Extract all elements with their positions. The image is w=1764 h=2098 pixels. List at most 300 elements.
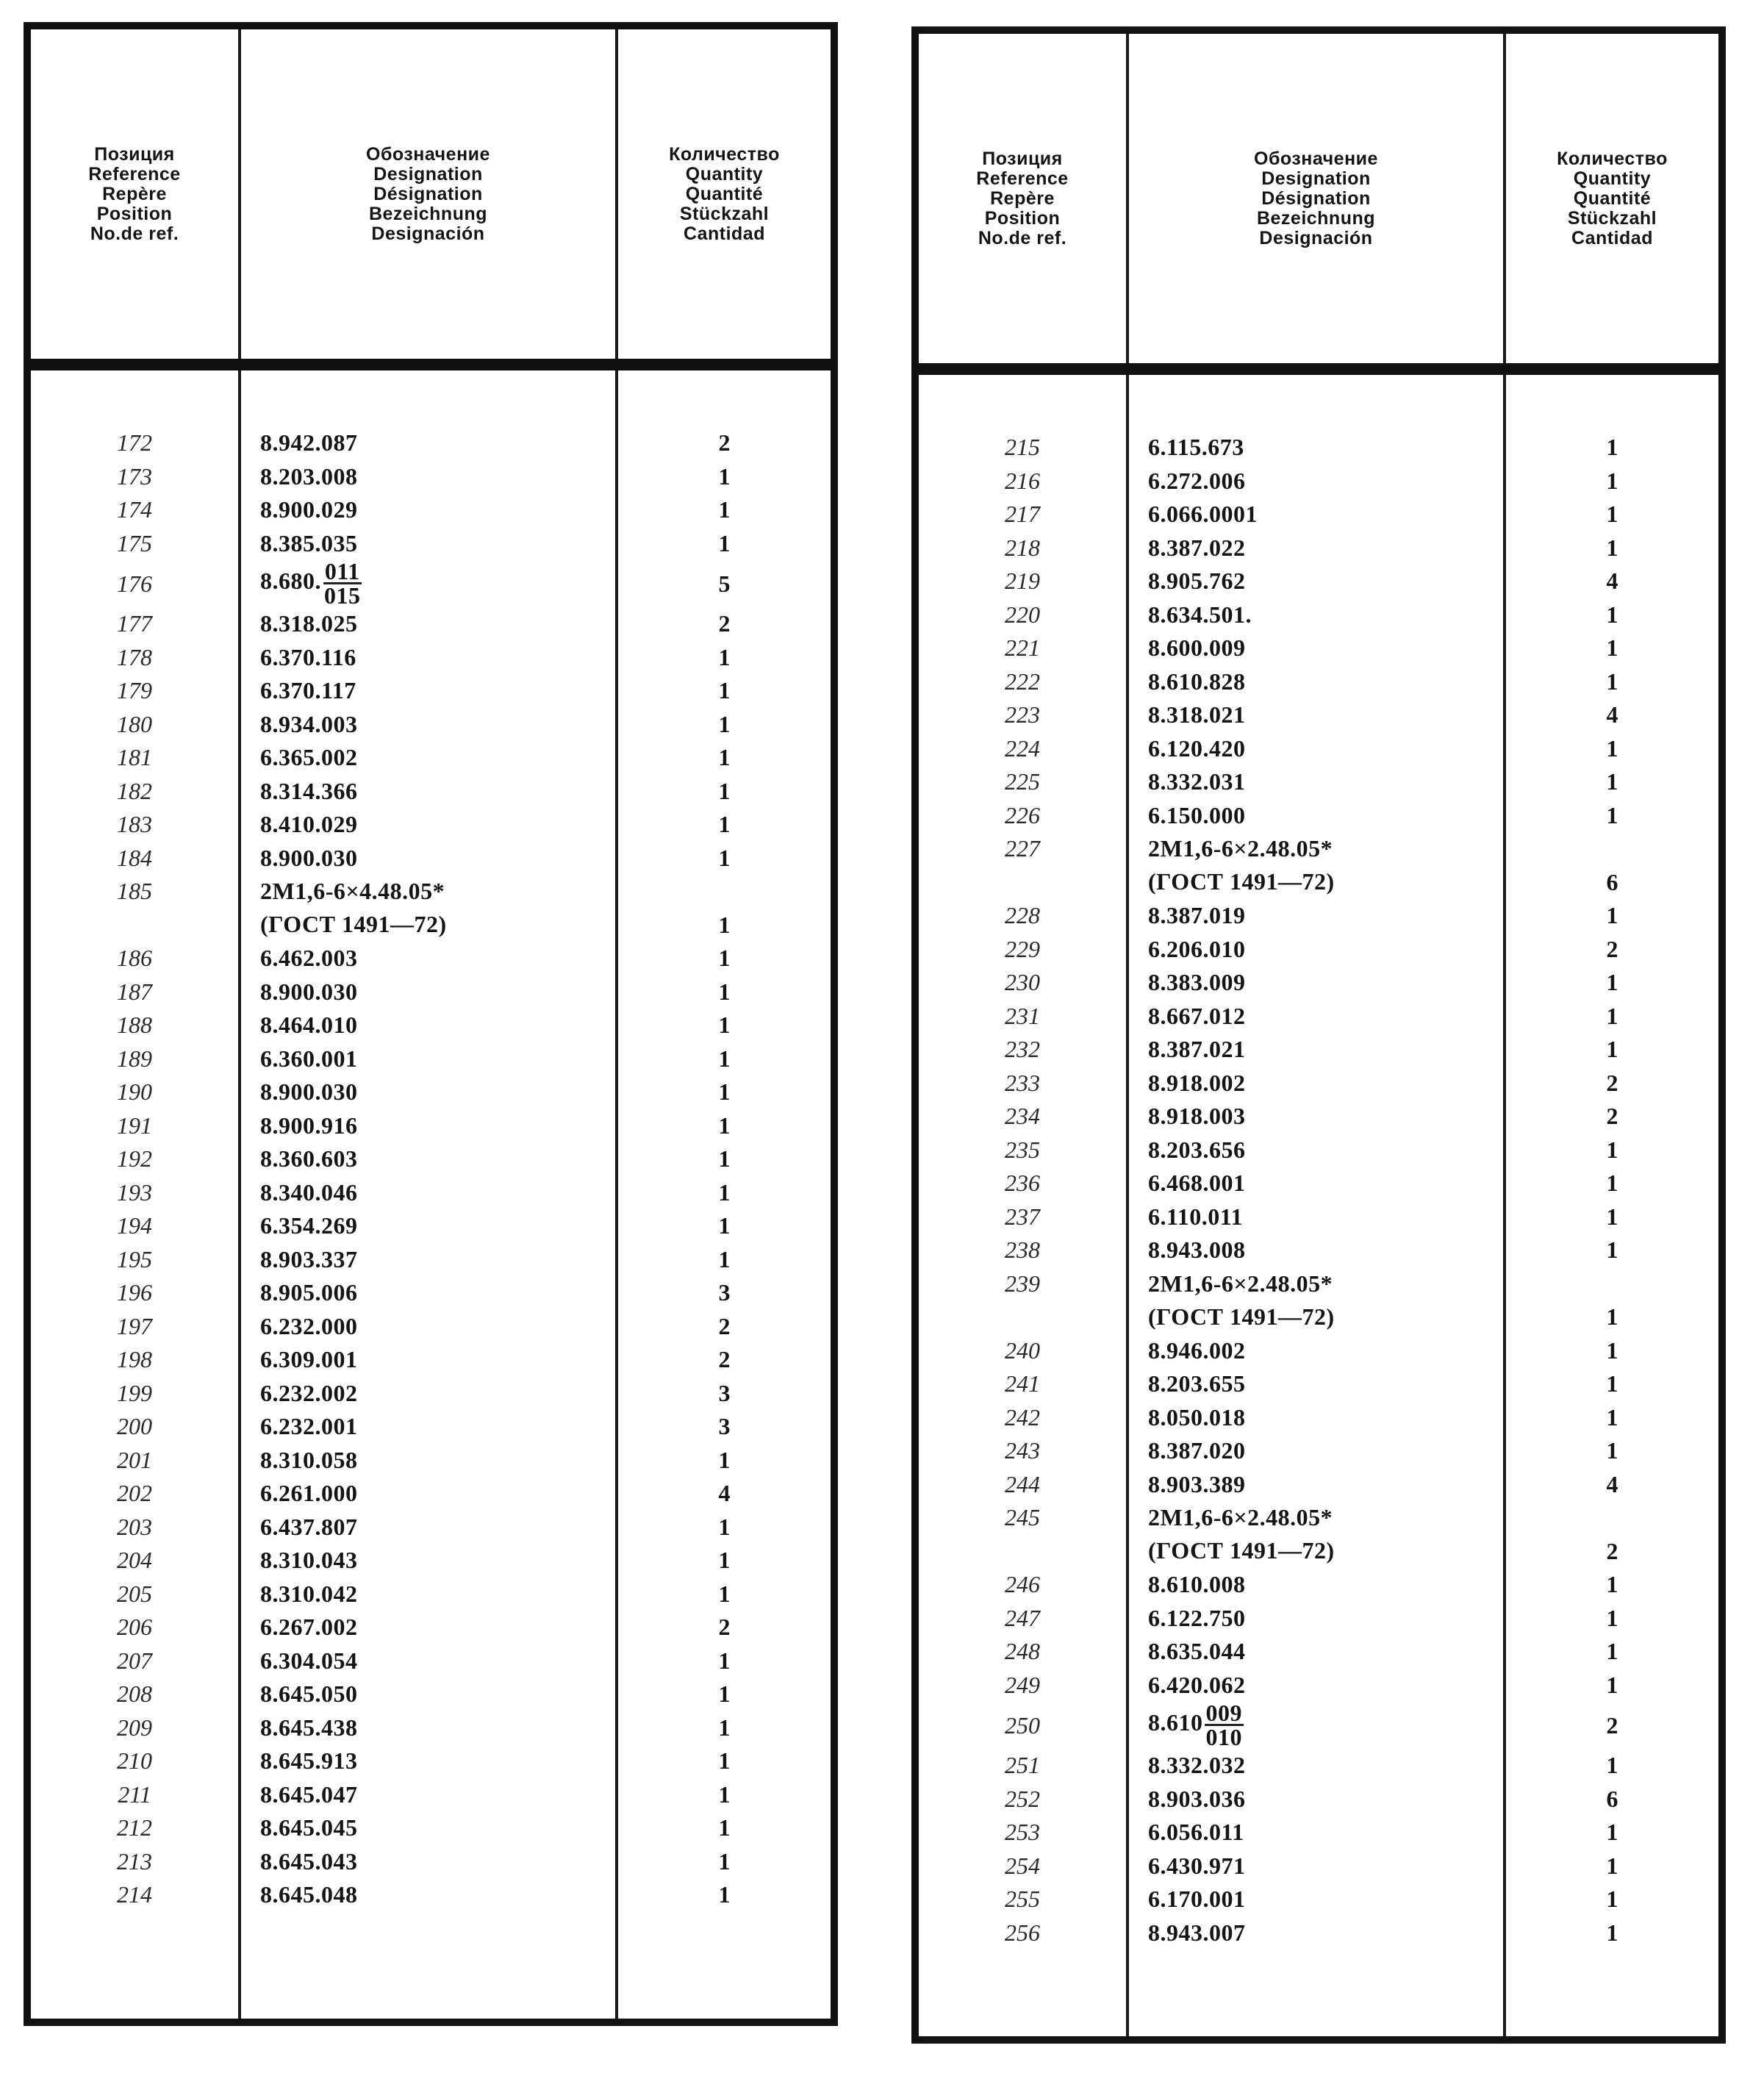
- quantity-cell: 1: [1606, 1403, 1618, 1431]
- position-cell: 240: [1005, 1336, 1040, 1364]
- position-cell: 235: [1005, 1136, 1040, 1163]
- table-row: [31, 875, 831, 942]
- table-row: [919, 465, 1718, 498]
- position-cell: 212: [117, 1814, 152, 1841]
- table-row: [31, 1611, 831, 1644]
- table-row: [31, 1343, 831, 1377]
- table-row: [919, 1916, 1718, 1950]
- designation-cell: [260, 1477, 358, 1510]
- designation-cell: [1148, 1749, 1246, 1782]
- designation-cell: [260, 1578, 358, 1611]
- designation-line: 8.310.042: [260, 1580, 358, 1607]
- position-cell: 210: [117, 1747, 152, 1774]
- table-row: [31, 1511, 831, 1544]
- designation-line: 8.387.020: [1148, 1437, 1246, 1464]
- quantity-cell: 3: [718, 1413, 731, 1439]
- designation-line: 8.905.762: [1148, 568, 1246, 594]
- table-row: [919, 1501, 1718, 1568]
- position-cell: 217: [1005, 501, 1040, 527]
- designation-line: 8.905.006: [260, 1279, 358, 1306]
- position-cell: 179: [117, 677, 152, 703]
- designation-line: 8.318.021: [1148, 701, 1246, 728]
- position-cell: 230: [1005, 969, 1040, 995]
- quantity-cell: 1: [1606, 601, 1618, 628]
- quantity-cell: 1: [1606, 501, 1618, 527]
- designation-cell: [1148, 598, 1252, 631]
- designation-cell: [1148, 1100, 1246, 1133]
- designation-line: 8.340.046: [260, 1178, 358, 1206]
- designation-cell: [260, 842, 358, 875]
- quantity-cell: 1: [718, 1814, 731, 1841]
- position-cell: 239: [1005, 1270, 1040, 1297]
- table-row: [919, 1200, 1718, 1234]
- table-row: [919, 1783, 1718, 1816]
- table-row: [919, 1702, 1718, 1749]
- designation-cell: [1148, 1234, 1246, 1267]
- quantity-cell: 1: [1606, 1819, 1618, 1845]
- table-row: [919, 498, 1718, 531]
- designation-cell: [1148, 799, 1246, 832]
- header-label: Stückzahl: [679, 203, 770, 224]
- header-separator: [919, 363, 1718, 375]
- designation-line: 8.900.030: [260, 1078, 358, 1105]
- quantity-cell: 1: [718, 811, 731, 837]
- designation-fraction: [323, 558, 362, 609]
- header-label: Quantity: [685, 163, 764, 185]
- designation-line: 8.464.010: [260, 1012, 358, 1038]
- quantity-cell: 4: [718, 1480, 731, 1506]
- quantity-cell: 3: [718, 1379, 731, 1406]
- quantity-cell: 1: [718, 462, 731, 490]
- designation-cell: [260, 1109, 358, 1142]
- position-cell: 221: [1005, 634, 1040, 661]
- header-label: Position: [984, 207, 1061, 229]
- designation-cell: [260, 1176, 358, 1209]
- position-cell: 209: [117, 1714, 152, 1741]
- table-row: [31, 1075, 831, 1109]
- position-cell: 214: [117, 1881, 152, 1908]
- position-cell: 211: [118, 1780, 151, 1808]
- quantity-cell: 1: [1606, 1002, 1618, 1029]
- designation-line: 8.918.002: [1148, 1069, 1246, 1096]
- table-row: [31, 1009, 831, 1042]
- header-designation-labels: [1254, 149, 1378, 248]
- position-cell: 237: [1005, 1203, 1040, 1230]
- quantity-cell: 2: [718, 1346, 731, 1372]
- table-row: [31, 1042, 831, 1076]
- table-row: [31, 1410, 831, 1444]
- designation-cell: [1148, 1702, 1244, 1748]
- designation-cell: [260, 527, 358, 560]
- table-row: [31, 975, 831, 1009]
- table-row: [919, 665, 1718, 699]
- header-label: Designation: [373, 163, 483, 185]
- parts-table-right: [911, 26, 1726, 2044]
- designation-cell: [1148, 498, 1258, 531]
- designation-cell: [260, 1544, 358, 1577]
- quantity-cell: 1: [718, 1647, 731, 1674]
- designation-line: 6.261.000: [260, 1480, 358, 1506]
- quantity-cell: 1: [1606, 768, 1618, 795]
- position-cell: 247: [1005, 1604, 1040, 1631]
- position-cell: 185: [117, 878, 152, 904]
- designation-cell: [260, 558, 362, 609]
- position-cell: 177: [117, 610, 152, 637]
- header-label: Repère: [102, 183, 167, 204]
- position-cell: 208: [117, 1680, 152, 1707]
- position-cell: 195: [117, 1245, 152, 1272]
- table-row: [31, 1644, 831, 1678]
- position-cell: 243: [1005, 1437, 1040, 1464]
- designation-standard: (ГОСТ 1491—72): [260, 911, 447, 937]
- quantity-cell: 6: [1606, 1785, 1618, 1812]
- quantity-cell: 1: [718, 1212, 731, 1239]
- designation-cell: [1148, 832, 1335, 898]
- designation-cell: [1148, 899, 1246, 932]
- header-label: No.de ref.: [978, 227, 1067, 248]
- header-designation: [241, 29, 615, 359]
- designation-cell: [1148, 1568, 1246, 1601]
- designation-line: 2M1,6-6×2.48.05*: [1148, 1270, 1333, 1297]
- header-label: Cantidad: [684, 223, 765, 244]
- designation-line: 8.610.828: [1148, 667, 1246, 695]
- quantity-cell: 1: [718, 1012, 731, 1038]
- quantity-cell: 1: [1606, 434, 1618, 460]
- table-row: [31, 527, 831, 561]
- table-row: [31, 1109, 831, 1143]
- header-label: Designation: [1261, 168, 1371, 189]
- designation-cell: [1148, 1501, 1335, 1567]
- designation-standard: (ГОСТ 1491—72): [1148, 1537, 1335, 1564]
- quantity-cell: 1: [718, 978, 731, 1005]
- quantity-cell: 1: [718, 945, 731, 971]
- table-row: [919, 1134, 1718, 1167]
- header-label: Désignation: [1261, 187, 1371, 209]
- quantity-cell: 1: [718, 1513, 731, 1540]
- designation-cell: [260, 1778, 358, 1811]
- position-cell: 225: [1005, 768, 1040, 795]
- table-row: [31, 1711, 831, 1745]
- position-cell: 173: [117, 462, 152, 490]
- table-row: [919, 1850, 1718, 1883]
- table-row: [919, 1883, 1718, 1916]
- designation-cell: [1148, 631, 1246, 665]
- position-cell: 246: [1005, 1571, 1040, 1597]
- position-cell: 229: [1005, 935, 1040, 962]
- position-cell: 253: [1005, 1819, 1040, 1845]
- quantity-cell: 1: [1606, 1886, 1618, 1912]
- header-label: Обозначение: [1254, 148, 1378, 169]
- position-cell: 220: [1005, 601, 1040, 628]
- quantity-cell: 2: [1606, 1069, 1618, 1096]
- designation-cell: [1148, 1401, 1246, 1434]
- designation-cell: [1148, 1850, 1246, 1883]
- designation-line: 6.370.116: [260, 643, 356, 670]
- designation-cell: [1148, 665, 1246, 698]
- table-row: [919, 1334, 1718, 1368]
- designation-line: 8.918.003: [1148, 1103, 1246, 1129]
- table-row: [919, 765, 1718, 799]
- designation-line: 8.318.025: [260, 610, 358, 637]
- header-quantity-labels: [669, 145, 780, 244]
- position-cell: 219: [1005, 568, 1040, 594]
- position-cell: 182: [117, 777, 152, 804]
- designation-line: 8.203.655: [1148, 1370, 1246, 1397]
- quantity-cell: 1: [718, 1847, 731, 1875]
- header-label: Cantidad: [1571, 227, 1653, 248]
- designation-line: 6.150.000: [1148, 801, 1246, 828]
- header-quantity: [1506, 34, 1718, 363]
- table-row: [31, 741, 831, 775]
- designation-line: 8.635.044: [1148, 1638, 1246, 1664]
- designation-cell: [260, 1444, 358, 1477]
- quantity-cell: 2: [718, 610, 731, 637]
- designation-line: 8.645.047: [260, 1780, 358, 1808]
- quantity-cell: 1: [718, 911, 731, 938]
- designation-line: 8.942.087: [260, 429, 358, 456]
- table-row: [919, 1635, 1718, 1669]
- position-cell: 248: [1005, 1638, 1040, 1664]
- table-row: [919, 1234, 1718, 1267]
- position-cell: 193: [117, 1178, 152, 1206]
- designation-cell: [1148, 1783, 1246, 1816]
- designation-line: 8.314.366: [260, 777, 358, 804]
- quantity-cell: 1: [1606, 902, 1618, 928]
- table-row: [31, 942, 831, 975]
- quantity-cell: 1: [718, 643, 731, 670]
- quantity-cell: 1: [1606, 1604, 1618, 1631]
- table-row: [31, 1142, 831, 1176]
- designation-line: 8.645.913: [260, 1747, 358, 1774]
- designation-line: 8.600.009: [1148, 634, 1246, 661]
- position-cell: 184: [117, 844, 152, 871]
- quantity-cell: 1: [1606, 734, 1618, 762]
- quantity-cell: 1: [1606, 1571, 1618, 1597]
- header-quantity-labels: [1557, 149, 1668, 248]
- designation-cell: [1148, 1916, 1246, 1950]
- position-cell: 249: [1005, 1671, 1040, 1698]
- designation-cell: [260, 607, 358, 640]
- designation-line: 8.387.019: [1148, 902, 1246, 928]
- header-designation-labels: [366, 145, 490, 244]
- designation-line: 6.437.807: [260, 1513, 358, 1540]
- quantity-cell: 1: [1606, 467, 1618, 494]
- position-cell: 218: [1005, 534, 1040, 561]
- designation-line: 6.115.673: [1148, 434, 1244, 460]
- table-row: [31, 1276, 831, 1310]
- table-row: [31, 1811, 831, 1845]
- designation-line: 8.645.045: [260, 1814, 358, 1841]
- table-row: [919, 598, 1718, 632]
- designation-line: 8.387.022: [1148, 534, 1246, 561]
- designation-line: 8.903.337: [260, 1245, 358, 1272]
- designation-cell: [260, 1678, 358, 1711]
- designation-line: 8.634.501.: [1148, 601, 1252, 628]
- quantity-cell: 1: [1606, 969, 1618, 995]
- designation-line: 8.050.018: [1148, 1403, 1246, 1431]
- position-cell: 244: [1005, 1470, 1040, 1497]
- position-cell: 255: [1005, 1886, 1040, 1912]
- table-row: [919, 966, 1718, 1000]
- designation-cell: [260, 1878, 358, 1911]
- designation-cell: [260, 1343, 358, 1376]
- table-row: [31, 1444, 831, 1478]
- designation-line: 8.645.048: [260, 1881, 358, 1908]
- designation-cell: [260, 1075, 358, 1109]
- quantity-cell: 1: [718, 1111, 731, 1139]
- table-row: [31, 1377, 831, 1411]
- quantity-cell: 5: [718, 570, 731, 597]
- designation-line: 6.272.006: [1148, 467, 1246, 494]
- designation-line: 8.360.603: [260, 1145, 358, 1172]
- position-cell: 187: [117, 978, 152, 1005]
- designation-cell: [260, 1811, 358, 1844]
- table-body-right: [919, 431, 1718, 1950]
- header-label: Bezeichnung: [1256, 207, 1376, 229]
- position-cell: 196: [117, 1279, 152, 1306]
- position-cell: 238: [1005, 1236, 1040, 1263]
- designation-cell: [260, 1511, 358, 1544]
- header-label: Reference: [976, 168, 1069, 189]
- header-label: Repère: [990, 187, 1055, 209]
- designation-line: 8.387.021: [1148, 1036, 1246, 1062]
- position-cell: 232: [1005, 1036, 1040, 1062]
- header-label: Количество: [669, 143, 780, 165]
- header-label: Designación: [1259, 227, 1373, 248]
- quantity-cell: 1: [718, 1680, 731, 1707]
- table-row: [919, 1401, 1718, 1435]
- table-row: [31, 1310, 831, 1344]
- table-row: [919, 1602, 1718, 1636]
- position-cell: 191: [117, 1111, 152, 1139]
- designation-line: 8.667.012: [1148, 1002, 1246, 1029]
- table-row: [31, 560, 831, 607]
- designation-line: 6.304.054: [260, 1647, 358, 1674]
- designation-cell: [1148, 565, 1246, 598]
- position-cell: 242: [1005, 1403, 1040, 1431]
- position-cell: 206: [117, 1614, 152, 1640]
- position-cell: 172: [117, 429, 152, 456]
- designation-line: 8.946.002: [1148, 1336, 1246, 1364]
- position-cell: 174: [117, 496, 152, 523]
- position-cell: 215: [1005, 434, 1040, 460]
- designation-cell: [1148, 1635, 1246, 1668]
- designation-line: 8.943.007: [1148, 1919, 1246, 1946]
- header-label: Позиция: [94, 143, 175, 165]
- designation-line: 8.310.058: [260, 1446, 358, 1473]
- table-row: [919, 1167, 1718, 1200]
- header-label: Position: [96, 203, 173, 224]
- quantity-cell: 1: [718, 496, 731, 523]
- designation-cell: [260, 1711, 358, 1744]
- quantity-cell: 1: [718, 844, 731, 871]
- fraction-numerator: 009: [1205, 1700, 1242, 1726]
- quantity-cell: 2: [718, 429, 731, 456]
- position-cell: 176: [117, 570, 152, 597]
- position-cell: 254: [1005, 1852, 1040, 1879]
- table-row: [919, 1067, 1718, 1100]
- table-row: [31, 1878, 831, 1912]
- position-cell: 223: [1005, 701, 1040, 728]
- quantity-cell: 1: [718, 529, 731, 556]
- designation-line: 6.110.011: [1148, 1203, 1243, 1230]
- position-cell: 175: [117, 529, 152, 556]
- table-row: [31, 808, 831, 842]
- quantity-cell: 1: [1606, 1203, 1618, 1230]
- table-row: [919, 1000, 1718, 1034]
- quantity-cell: 2: [718, 1614, 731, 1640]
- fraction-numerator: 011: [324, 558, 360, 584]
- quantity-cell: 1: [1606, 1919, 1618, 1946]
- header-label: Обозначение: [366, 143, 490, 165]
- position-cell: 199: [117, 1379, 152, 1406]
- designation-cell: [1148, 1134, 1246, 1167]
- header-label: Позиция: [982, 148, 1063, 169]
- header-label: Reference: [88, 163, 181, 185]
- position-cell: 194: [117, 1212, 152, 1239]
- designation-line: 8.310.043: [260, 1547, 358, 1573]
- designation-line: 8.645.438: [260, 1714, 358, 1741]
- designation-line: 8.410.029: [260, 811, 358, 837]
- quantity-cell: 2: [1606, 1712, 1618, 1739]
- designation-line: 8.332.031: [1148, 768, 1246, 795]
- designation-line: 8.943.008: [1148, 1236, 1246, 1263]
- designation-cell: [260, 1410, 358, 1443]
- header-quantity: [618, 29, 831, 359]
- header-position: [31, 29, 238, 359]
- table-row: [919, 1367, 1718, 1401]
- quantity-cell: 1: [1606, 1370, 1618, 1397]
- designation-line: 2M1,6-6×2.48.05*: [1148, 835, 1333, 862]
- designation-cell: [1148, 1067, 1246, 1100]
- designation-cell: [260, 641, 356, 674]
- designation-line: 6.206.010: [1148, 935, 1246, 962]
- designation-line: 8.900.030: [260, 978, 358, 1005]
- table-row: [919, 1749, 1718, 1783]
- header-position-labels: [976, 149, 1068, 248]
- position-cell: 200: [117, 1413, 152, 1439]
- table-row: [919, 531, 1718, 565]
- table-row: [31, 607, 831, 641]
- table-body-left: [31, 426, 831, 1912]
- table-row: [31, 493, 831, 527]
- quantity-cell: 4: [1606, 701, 1618, 728]
- designation-cell: [1148, 1883, 1246, 1916]
- position-cell: 228: [1005, 902, 1040, 928]
- position-cell: 189: [117, 1045, 152, 1072]
- position-cell: 231: [1005, 1002, 1040, 1029]
- designation-cell: [1148, 765, 1246, 798]
- header-label: No.de ref.: [90, 223, 179, 244]
- designation-cell: [1148, 1434, 1246, 1467]
- designation-cell: [260, 1611, 358, 1644]
- table-row: [919, 732, 1718, 766]
- table-row: [31, 1209, 831, 1243]
- position-cell: 222: [1005, 667, 1040, 695]
- designation-cell: [1148, 1167, 1246, 1200]
- designation-line: 6.066.0001: [1148, 501, 1258, 527]
- designation-cell: [1148, 933, 1246, 966]
- designation-base: 8.610: [1148, 1708, 1203, 1736]
- position-cell: 216: [1005, 467, 1040, 494]
- position-cell: 204: [117, 1547, 152, 1573]
- designation-cell: [1148, 1816, 1244, 1849]
- quantity-cell: 1: [1606, 1752, 1618, 1778]
- designation-line: 8.900.030: [260, 844, 358, 871]
- designation-line: 2M1,6-6×4.48.05*: [260, 878, 445, 904]
- designation-cell: [260, 975, 358, 1009]
- quantity-cell: 1: [718, 1446, 731, 1473]
